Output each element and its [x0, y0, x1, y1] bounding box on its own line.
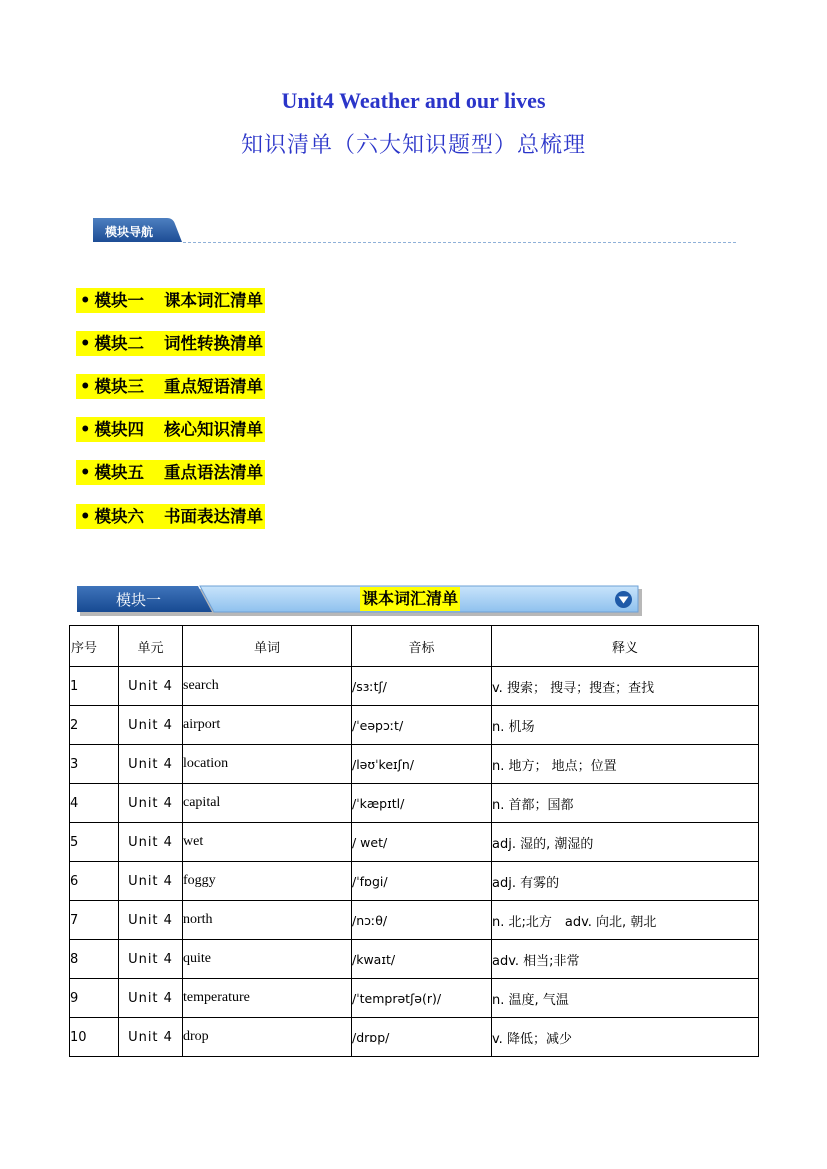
header-phonetic: 音标: [352, 626, 492, 667]
cell-number: 4: [70, 784, 119, 823]
cell-unit: Unit 4: [119, 823, 183, 862]
cell-word: quite: [183, 940, 352, 979]
module-item-5[interactable]: [76, 460, 265, 485]
cell-word: drop: [183, 1018, 352, 1057]
cell-number: 2: [70, 706, 119, 745]
nav-divider: [183, 242, 736, 243]
cell-phonetic: /ləʊˈkeɪʃn/: [352, 745, 492, 784]
page-title-en: Unit4 Weather and our lives: [281, 88, 546, 113]
cell-unit: Unit 4: [119, 667, 183, 706]
table-row: [70, 901, 759, 940]
cell-meaning: v. 搜索； 搜寻；搜查；查找: [492, 667, 759, 706]
table-row: [70, 784, 759, 823]
table-row: [70, 745, 759, 784]
module-item-4[interactable]: [76, 417, 265, 442]
module-name: 课本词汇清单: [164, 291, 264, 310]
cell-word: temperature: [183, 979, 352, 1018]
table-row: [70, 706, 759, 745]
header-number: 序号: [70, 626, 119, 667]
cell-unit: Unit 4: [119, 901, 183, 940]
module-number: 模块五: [94, 463, 145, 482]
section-label: 模块一: [116, 591, 162, 609]
module-item-3[interactable]: [76, 374, 265, 399]
cell-unit: Unit 4: [119, 1018, 183, 1057]
module-number: 模块二: [94, 334, 145, 353]
module-item-1[interactable]: [76, 288, 265, 313]
cell-phonetic: /drɒp/: [352, 1018, 492, 1057]
cell-unit: Unit 4: [119, 979, 183, 1018]
cell-unit: Unit 4: [119, 745, 183, 784]
module-name: 词性转换清单: [164, 334, 264, 353]
cell-word: airport: [183, 706, 352, 745]
bullet: •: [80, 291, 91, 310]
table-header-row: [70, 626, 759, 667]
cell-meaning: n. 机场: [492, 706, 759, 745]
table-row: [70, 823, 759, 862]
cell-word: capital: [183, 784, 352, 823]
module-number: 模块四: [94, 420, 145, 439]
module-number: 模块六: [94, 507, 145, 526]
cell-number: 6: [70, 862, 119, 901]
cell-phonetic: /ˈeəpɔːt/: [352, 706, 492, 745]
page-title-cn: 知识清单（六大知识题型）总梳理: [240, 133, 586, 158]
cell-number: 9: [70, 979, 119, 1018]
cell-number: 1: [70, 667, 119, 706]
section-banner: [76, 585, 642, 617]
table-row: [70, 979, 759, 1018]
table-row: [70, 667, 759, 706]
cell-meaning: v. 降低；减少: [492, 1018, 759, 1057]
cell-number: 3: [70, 745, 119, 784]
module-name: 核心知识清单: [164, 420, 264, 439]
cell-meaning: n. 北;北方 adv. 向北, 朝北: [492, 901, 759, 940]
module-item-6[interactable]: [76, 504, 265, 529]
cell-word: search: [183, 667, 352, 706]
cell-word: location: [183, 745, 352, 784]
section-title: 课本词汇清单: [360, 587, 460, 611]
cell-number: 7: [70, 901, 119, 940]
table-row: [70, 1018, 759, 1057]
cell-unit: Unit 4: [119, 784, 183, 823]
cell-phonetic: /ˈkæpɪtl/: [352, 784, 492, 823]
bullet: •: [80, 420, 91, 439]
bullet: •: [80, 334, 91, 353]
cell-meaning: adv. 相当;非常: [492, 940, 759, 979]
cell-number: 8: [70, 940, 119, 979]
module-name: 书面表达清单: [164, 507, 264, 526]
table-row: [70, 862, 759, 901]
bullet: •: [80, 507, 91, 526]
module-number: 模块三: [94, 377, 145, 396]
cell-phonetic: /sɜːtʃ/: [352, 667, 492, 706]
cell-phonetic: /nɔːθ/: [352, 901, 492, 940]
cell-phonetic: /kwaɪt/: [352, 940, 492, 979]
module-name: 重点短语清单: [164, 377, 264, 396]
header-meaning: 释义: [492, 626, 759, 667]
table-row: [70, 940, 759, 979]
vocabulary-table: [69, 625, 759, 1057]
cell-word: north: [183, 901, 352, 940]
cell-number: 5: [70, 823, 119, 862]
nav-tab-label: 模块导航: [105, 225, 154, 239]
module-number: 模块一: [94, 291, 145, 310]
cell-meaning: n. 温度, 气温: [492, 979, 759, 1018]
cell-meaning: adj. 有雾的: [492, 862, 759, 901]
cell-word: wet: [183, 823, 352, 862]
cell-unit: Unit 4: [119, 706, 183, 745]
cell-unit: Unit 4: [119, 940, 183, 979]
header-unit: 单元: [119, 626, 183, 667]
cell-number: 10: [70, 1018, 119, 1057]
cell-unit: Unit 4: [119, 862, 183, 901]
header-word: 单词: [183, 626, 352, 667]
module-name: 重点语法清单: [164, 463, 264, 482]
cell-meaning: adj. 湿的, 潮湿的: [492, 823, 759, 862]
cell-meaning: n. 地方； 地点；位置: [492, 745, 759, 784]
module-item-2[interactable]: [76, 331, 265, 356]
cell-phonetic: / wet/: [352, 823, 492, 862]
cell-phonetic: /ˈtemprətʃə(r)/: [352, 979, 492, 1018]
bullet: •: [80, 463, 91, 482]
cell-phonetic: /ˈfɒgi/: [352, 862, 492, 901]
module-nav-tab: [93, 216, 181, 244]
cell-meaning: n. 首都；国都: [492, 784, 759, 823]
bullet: •: [80, 377, 91, 396]
cell-word: foggy: [183, 862, 352, 901]
